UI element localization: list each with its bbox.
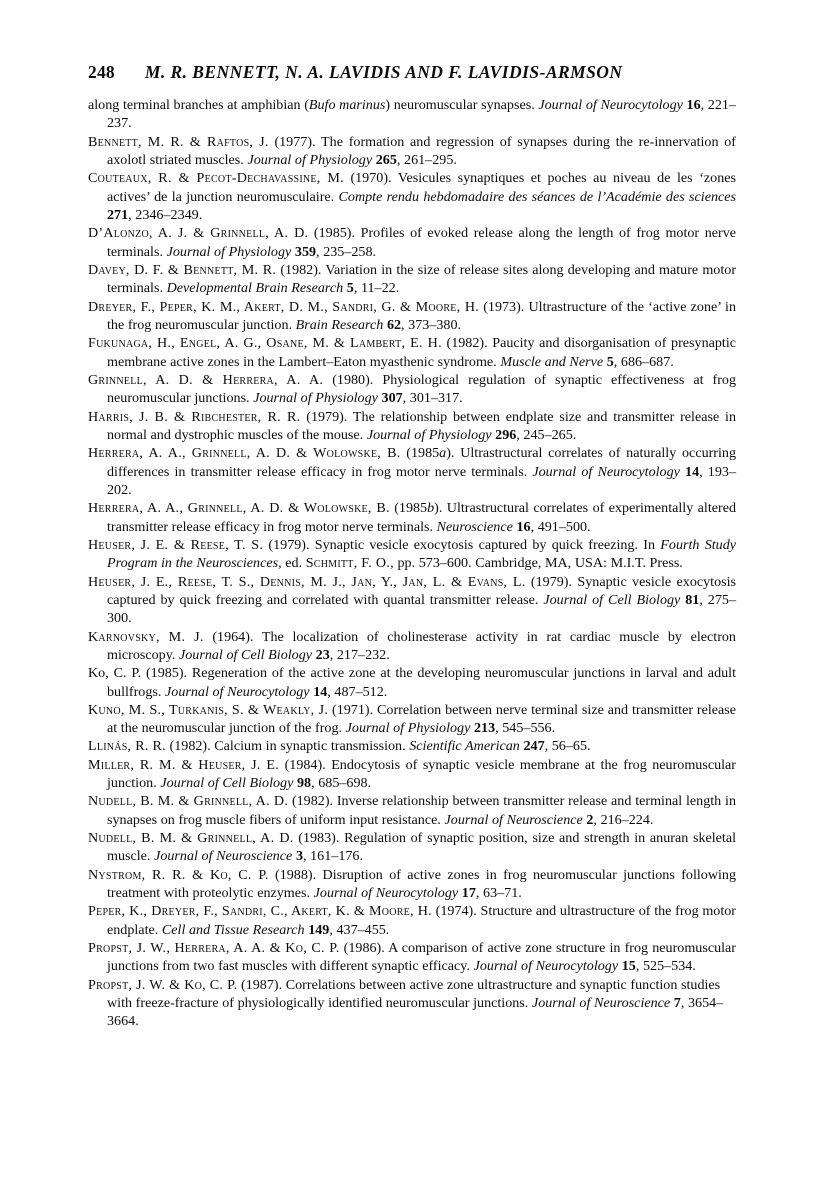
ref-year: (1979). <box>530 573 573 590</box>
running-head-title: M. R. BENNETT, N. A. LAVIDIS AND F. LAVIDIS-ARMSON <box>144 62 623 82</box>
ref-volume: 14 <box>685 463 700 480</box>
ref-pages: , 301–317. <box>402 390 463 407</box>
ref-pages: , 56–65. <box>544 738 591 755</box>
ref-year-close: ). <box>434 500 447 517</box>
ref-authors: Kuno, M. S., Turkanis, S. & Weakly, J. <box>88 701 329 718</box>
ref-authors: Grinnell, A. D. & Herrera, A. A. <box>88 371 324 388</box>
ref-title: Profiles of evoked release along the length of frog motor nerve terminals. <box>107 225 737 260</box>
ref-authors: Llinás, R. R. <box>88 738 166 755</box>
reference-entry <box>88 737 736 755</box>
ref-journal: Journal of Neurocytology <box>532 463 680 480</box>
reference-entry <box>88 939 736 976</box>
ref-authors: Harris, J. B. & Ribchester, R. R. <box>88 408 301 425</box>
reference-entry <box>88 169 736 224</box>
running-head <box>88 62 736 86</box>
ref-year: (1985). <box>145 665 188 682</box>
ref-journal: Brain Research <box>295 316 384 333</box>
ref-volume: 359 <box>294 243 317 260</box>
ref-pages: , 686–687. <box>613 353 674 370</box>
ref-authors: Peper, K., Dreyer, F., Sandri, C., Akert, K. & Moore, H. <box>88 903 432 920</box>
ref-volume: 149 <box>308 921 330 938</box>
ref-volume: 98 <box>296 775 312 792</box>
ref-pages: , 261–295. <box>396 151 457 168</box>
ref-year: (1987). <box>241 976 283 993</box>
ref-journal: Cell and Tissue Research <box>161 921 305 938</box>
ref-journal: Journal of Neuroscience <box>444 811 583 828</box>
ref-authors: D’Alonzo, A. J. & Grinnell, A. D. <box>88 225 309 242</box>
ref-authors: Miller, R. M. & Heuser, J. E. <box>88 756 280 773</box>
ref-title: Ultrastructure of the ‘active zone’ in the frog neuromuscular junction. <box>107 298 737 333</box>
ref-year: (1979). <box>268 536 310 553</box>
ref-pages: , 491–500. <box>530 518 591 535</box>
ref-journal: Journal of Physiology <box>166 243 292 260</box>
ref-journal: Journal of Neurocytology <box>538 97 683 113</box>
reference-entry <box>88 902 736 939</box>
ref-authors: Nudell, B. M. & Grinnell, A. D. <box>88 793 289 810</box>
ref-pages: , 63–71. <box>475 885 522 902</box>
ref-pages: , 487–512. <box>327 683 388 700</box>
ref-journal: Journal of Physiology <box>247 151 373 168</box>
ref-journal: Muscle and Nerve <box>500 353 604 370</box>
ref-title: A comparison of active zone structure in frog neuromuscular junctions from two fast muscles with different synaptic efficacy. <box>107 940 736 975</box>
ref-title: Correlations between active zone ultrastructure and synaptic function studies with freeze-fracture of physiologically identified neuromuscular junctions. <box>107 976 721 1012</box>
ref-year-suffix: a <box>439 445 447 462</box>
ref-year: (1982). <box>169 738 211 755</box>
ref-title: Disruption of active zones in frog neuromuscular junctions following treatment with proteolytic enzymes. <box>107 866 737 902</box>
ref-journal: Neuroscience <box>436 518 513 535</box>
reference-entry <box>88 866 736 903</box>
sep <box>253 629 261 645</box>
reference-entry <box>88 792 736 829</box>
ref-pages: , 525–534. <box>635 958 696 975</box>
ref-year: (1982). <box>446 335 488 352</box>
ref-authors: Davey, D. F. & Bennett, M. R. <box>88 261 277 278</box>
ref-journal: Journal of Neurocytology <box>165 683 310 700</box>
ref-year: (1971). <box>332 701 374 718</box>
ref-title: Structure and ultrastructure of the frog motor endplate. <box>107 903 736 938</box>
reference-entry <box>88 701 736 738</box>
ref-title: Ultrastructural correlates of experimentally altered transmitter release efficacy in frog motor nerve terminals. <box>107 500 736 535</box>
reference-entry <box>88 536 736 573</box>
ref-year: (1977). <box>274 133 316 150</box>
ref-title: Calcium in synaptic transmission. <box>214 738 410 755</box>
ref-authors: Karnovsky, M. J. <box>88 628 204 645</box>
ref-volume: 7 <box>673 995 681 1012</box>
reference-entry <box>88 298 736 335</box>
ref-pages: , 216–224. <box>593 811 654 828</box>
ref-title-cont: ) neuromuscular synapses. <box>385 97 539 113</box>
reference-entry <box>88 756 736 793</box>
ref-title: Physiological regulation of synaptic effectiveness at frog neuromuscular junctions. <box>107 371 737 407</box>
ref-volume: 5 <box>606 353 614 370</box>
ref-journal: Journal of Neuroscience <box>154 848 293 865</box>
ref-species: Bufo marinus <box>308 97 386 113</box>
ref-authors: Couteaux, R. & Pecot-Dechavassine, M. <box>88 170 344 187</box>
ref-pages: , 161–176. <box>302 848 363 865</box>
ref-pages: , 235–258. <box>316 243 377 260</box>
ref-title: along terminal branches at amphibian ( <box>88 97 309 113</box>
ref-volume: 296 <box>495 426 517 443</box>
reference-entry <box>88 829 736 866</box>
ref-pages: , 11–22. <box>353 280 400 297</box>
ref-authors: Propst, J. W., Herrera, A. A. & Ko, C. P. <box>88 940 340 957</box>
reference-entry <box>88 664 736 701</box>
ref-year: (1974). <box>435 903 477 920</box>
reference-entry <box>88 334 736 371</box>
sep <box>323 372 332 388</box>
reference-entry <box>88 261 736 298</box>
ref-volume: 15 <box>621 958 636 975</box>
ref-editor: Schmitt, F. O., <box>305 555 394 572</box>
ref-volume: 23 <box>315 646 330 663</box>
ref-title: Vesicules synaptiques et poches au niveau de les ‘zones actives’ de la junction neuromusculaire. <box>107 170 736 205</box>
ref-title: Regeneration of the active zone at the developing neuromuscular junctions in larval and adult bullfrogs. <box>107 665 736 700</box>
ref-volume: 247 <box>523 738 545 755</box>
reference-list <box>88 96 736 1031</box>
reference-entry <box>88 133 736 170</box>
ref-year-suffix: b <box>427 500 435 517</box>
ref-book-title: Fourth Study Program in the Neurosciences <box>107 536 737 572</box>
ref-journal: Journal of Cell Biology <box>160 775 294 792</box>
ref-year: (1983). <box>298 830 340 847</box>
ref-title: Endocytosis of synaptic vesicle membrane at the frog neuromuscular junction. <box>107 756 737 792</box>
ref-authors: Dreyer, F., Peper, K. M., Akert, D. M., Sandri, G. & Moore, H. <box>88 298 480 315</box>
ref-year: (1986). <box>343 940 385 957</box>
ref-pages: , 3654–3664. <box>107 995 724 1030</box>
ref-volume: 16 <box>686 97 701 113</box>
ref-volume: 17 <box>461 885 476 902</box>
reference-entry <box>88 96 736 133</box>
ref-volume: 271 <box>107 206 129 223</box>
ref-editor-sep: , ed. <box>278 555 306 572</box>
ref-title: Variation in the size of release sites along developing and mature motor terminals. <box>107 261 737 297</box>
reference-entry <box>88 976 736 1031</box>
ref-authors: Fukunaga, H., Engel, A. G., Osane, M. & Lambert, E. H. <box>88 335 442 352</box>
ref-journal: Journal of Physiology <box>253 390 378 407</box>
ref-year: (1982). <box>291 793 334 810</box>
ref-year: (1985). <box>313 225 356 242</box>
ref-pages: , 545–556. <box>495 720 556 737</box>
ref-journal: Journal of Cell Biology <box>179 646 313 663</box>
ref-title: The formation and regression of synapses during the re-innervation of axolotl striated muscles. <box>107 133 736 168</box>
ref-volume: 307 <box>381 390 403 407</box>
sep <box>373 372 382 388</box>
ref-authors: Heuser, J. E., Reese, T. S., Dennis, M. J., Jan, Y., Jan, L. & Evans, L. <box>88 573 526 590</box>
ref-pages: , 193–202. <box>107 463 736 498</box>
ref-title: Synaptic vesicle exocytosis captured by quick freezing. In <box>314 536 656 553</box>
ref-year: (1988). <box>275 866 317 883</box>
ref-pages: , 373–380. <box>401 316 462 333</box>
ref-authors: Nystrom, R. R. & Ko, C. P. <box>88 866 269 883</box>
ref-pages: , 221–237. <box>107 97 736 132</box>
ref-volume: 81 <box>685 591 700 608</box>
ref-journal: Journal of Cell Biology <box>543 591 681 608</box>
reference-entry <box>88 444 736 499</box>
reference-entry <box>88 371 736 408</box>
ref-title: Inverse relationship between transmitter release and terminal length in synapses on frog muscle fibers of uniform input resistance. <box>107 793 736 828</box>
ref-year-close: ). <box>446 445 461 462</box>
ref-title: The localization of cholinesterase activity in rat cardiac muscle by electron microscopy. <box>107 628 736 663</box>
reference-entry <box>88 408 736 445</box>
ref-year: (1970). <box>350 170 392 187</box>
ref-volume: 16 <box>516 518 531 535</box>
ref-journal: Journal of Physiology <box>345 720 471 737</box>
ref-year: (1979). <box>306 408 348 425</box>
ref-volume: 213 <box>473 720 496 737</box>
reference-entry <box>88 499 736 536</box>
ref-year: (1980). <box>332 371 374 388</box>
ref-volume: 2 <box>586 811 594 828</box>
ref-journal: Journal of Neurocytology <box>473 958 619 975</box>
ref-volume: 5 <box>346 280 354 297</box>
ref-title: Ultrastructural correlates of naturally occurring differences in transmitter release efficacy in frog motor nerve terminals. <box>107 445 737 480</box>
ref-title: Regulation of synaptic position, size and strength in anuran skeletal muscle. <box>107 830 736 865</box>
ref-volume: 62 <box>386 316 402 333</box>
ref-pages: , 2346–2349. <box>128 206 203 223</box>
ref-journal: Journal of Physiology <box>366 426 492 443</box>
reference-entry <box>88 224 736 261</box>
ref-pages: , 275–300. <box>107 591 736 627</box>
ref-volume: 14 <box>313 683 328 700</box>
ref-pages: pp. 573–600. <box>397 555 472 572</box>
ref-title: Paucity and disorganisation of presynaptic membrane active zones in the Lambert–Eaton myasthenic syndrome. <box>107 335 737 370</box>
ref-publisher: Cambridge, MA, USA: M.I.T. Press. <box>475 555 683 572</box>
ref-authors: Propst, J. W. & Ko, C. P. <box>88 976 238 993</box>
ref-year: (1984). <box>284 756 326 773</box>
ref-journal: Developmental Brain Research <box>166 280 344 297</box>
page-number: 248 <box>88 62 115 82</box>
ref-pages: , 217–232. <box>329 646 390 663</box>
ref-authors: Bennett, M. R. & Raftos, J. <box>88 133 269 150</box>
ref-journal: Scientific American <box>409 738 520 755</box>
ref-authors: Heuser, J. E. & Reese, T. S. <box>88 536 264 553</box>
ref-authors: Nudell, B. M. & Grinnell, A. D. <box>88 830 294 847</box>
ref-journal: Compte rendu hebdomadaire des séances de l’Académie des sciences <box>338 188 736 205</box>
ref-title: The relationship between endplate size and transmitter release in normal and dystrophic muscles of the mouse. <box>107 408 736 443</box>
ref-year: (1982). <box>280 261 322 278</box>
ref-year-open: (1985 <box>394 500 428 517</box>
ref-title: Correlation between nerve terminal size and transmitter release at the neuromuscular junction of the frog. <box>107 701 737 737</box>
ref-authors: Ko, C. P. <box>88 665 142 682</box>
reference-entry <box>88 628 736 665</box>
ref-journal: Journal of Neuroscience <box>531 995 671 1012</box>
reference-entry <box>88 573 736 628</box>
ref-volume: 265 <box>375 151 397 168</box>
ref-authors: Herrera, A. A., Grinnell, A. D. & Wolowske, B. <box>88 445 401 462</box>
ref-year-open: (1985 <box>406 445 440 462</box>
ref-pages: , 437–455. <box>329 921 390 938</box>
ref-journal: Journal of Neurocytology <box>313 885 459 902</box>
ref-year: (1964). <box>212 628 254 645</box>
ref-title: Synaptic vesicle exocytosis captured by quick freezing and correlated with quantal transmitter release. <box>107 573 737 608</box>
ref-volume: 3 <box>295 848 303 865</box>
ref-year: (1973). <box>483 298 525 315</box>
ref-authors: Herrera, A. A., Grinnell, A. D. & Wolowske, B. <box>88 500 390 517</box>
ref-pages: , 245–265. <box>516 426 577 443</box>
ref-pages: , 685–698. <box>311 775 372 792</box>
